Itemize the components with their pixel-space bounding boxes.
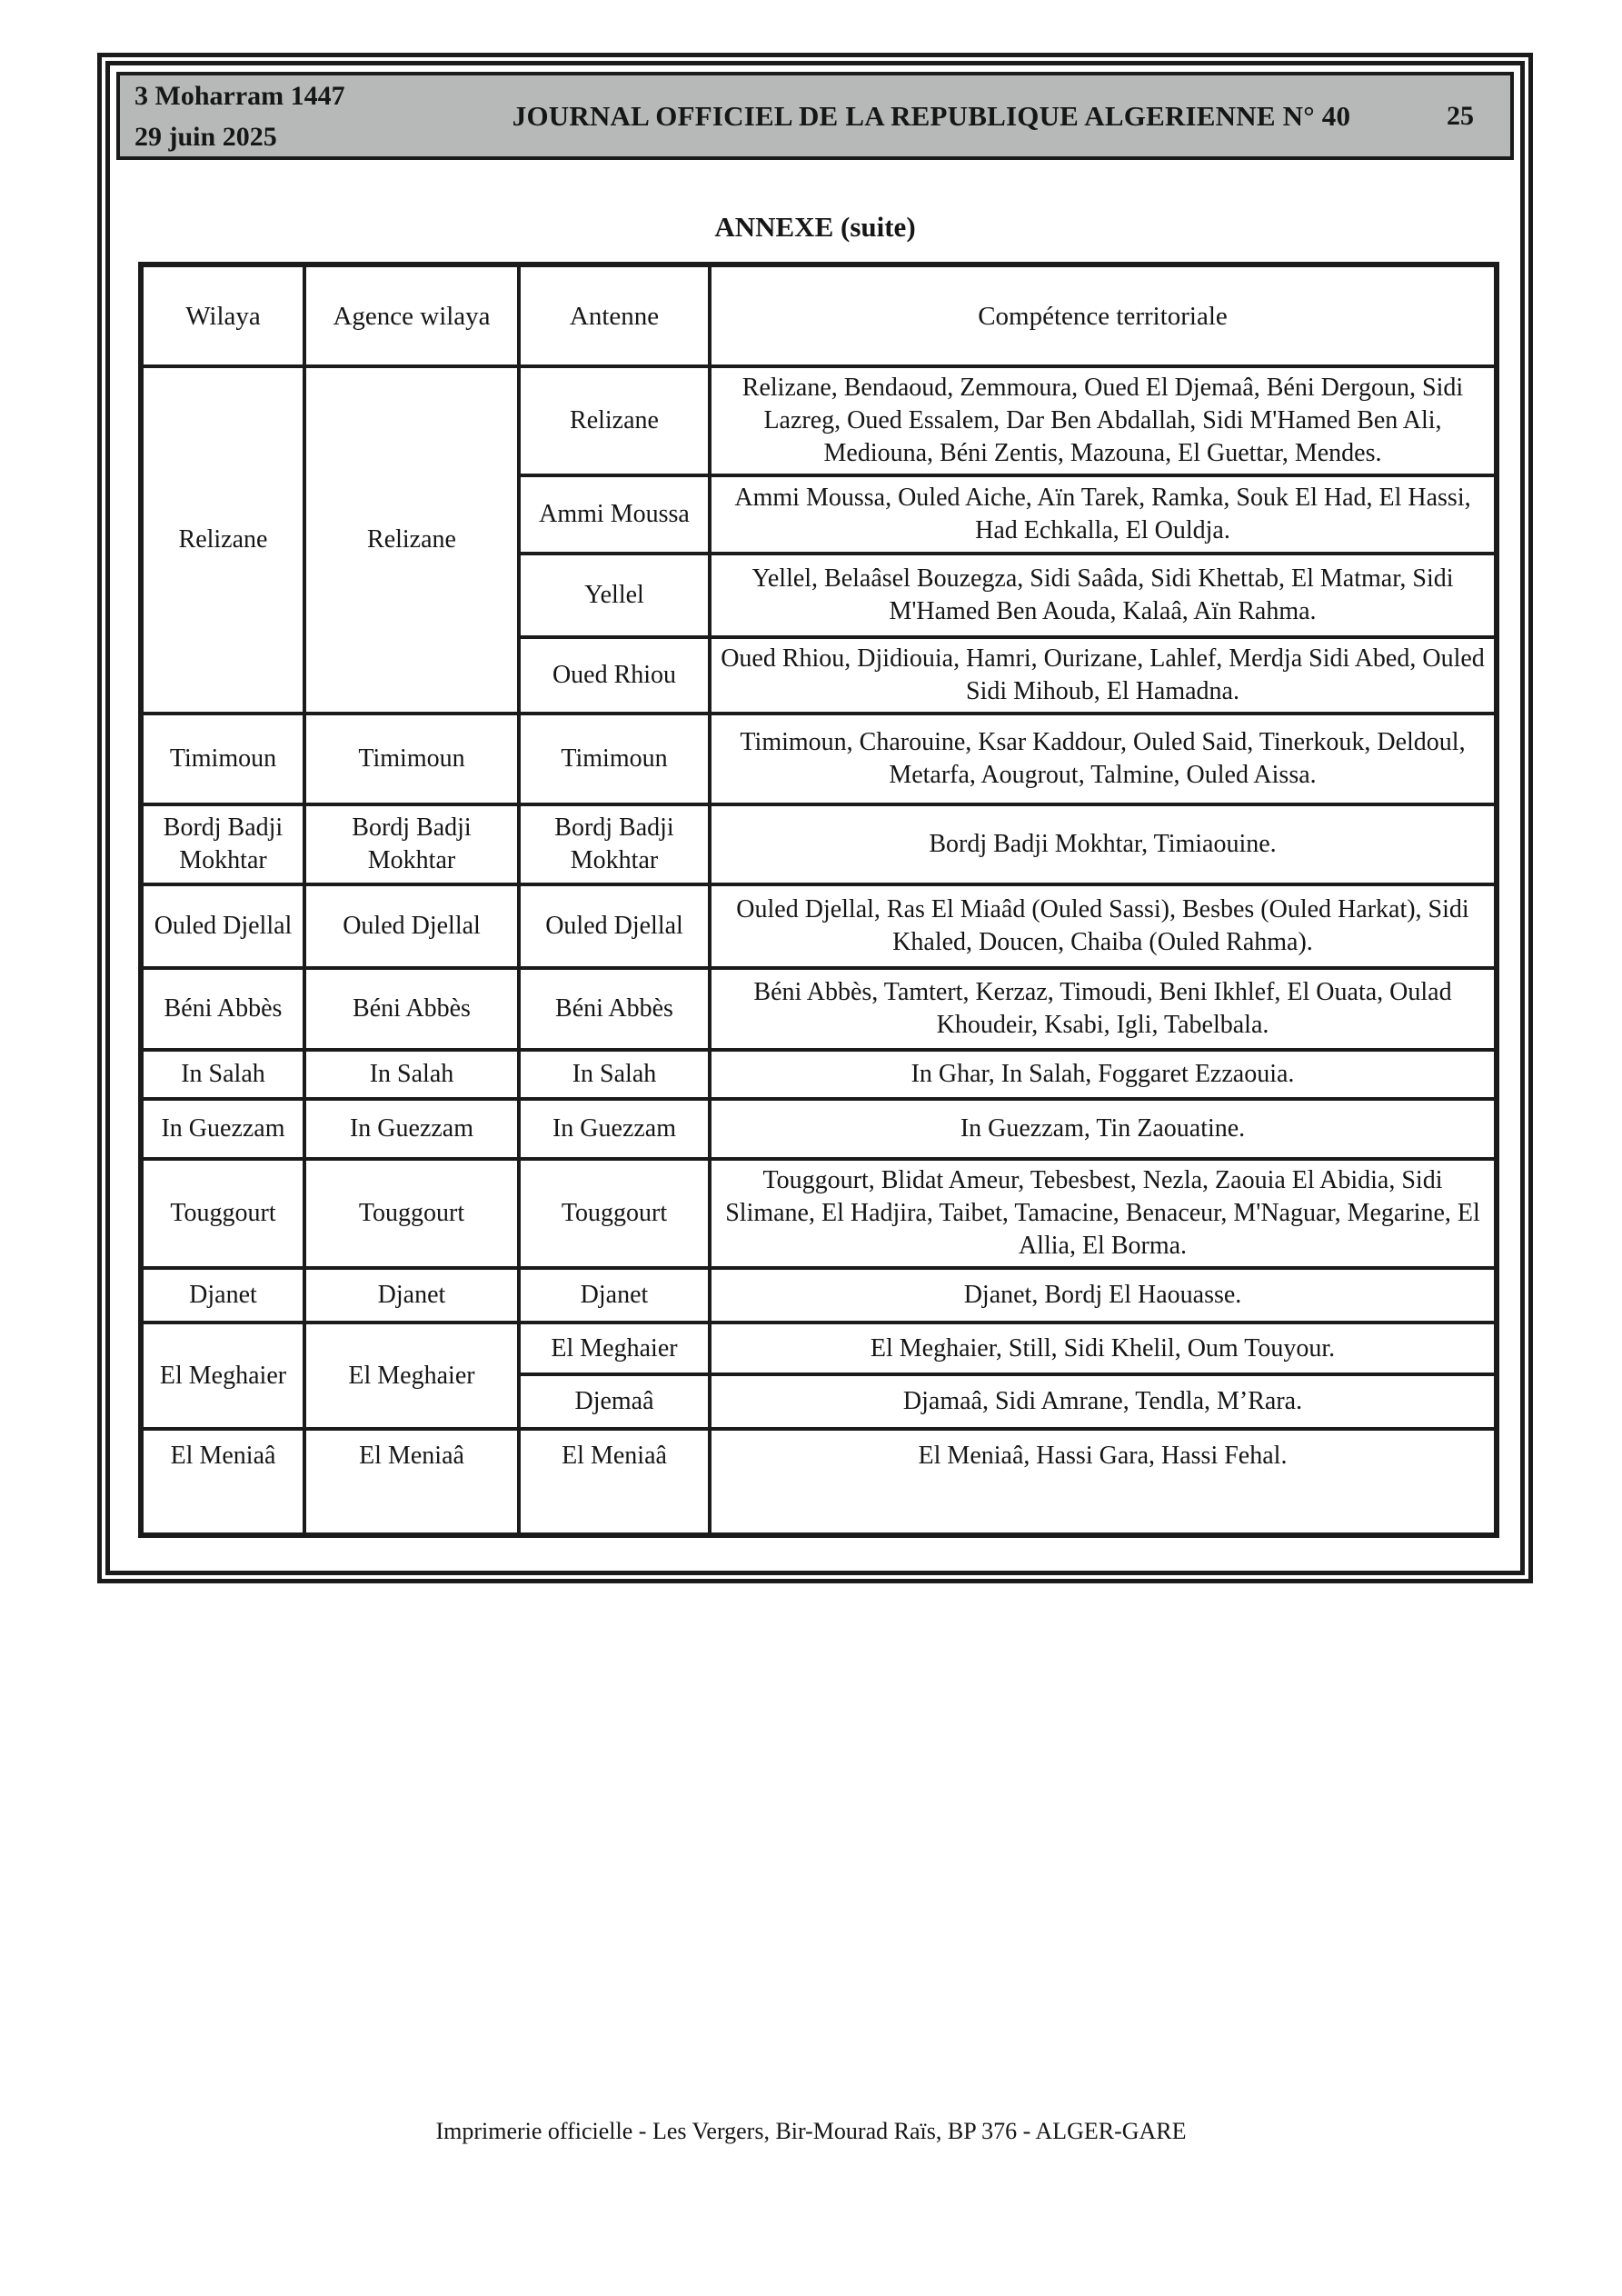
competence-cell: Béni Abbès, Tamtert, Kerzaz, Timoudi, Beni Ikhlef, El Ouata, Oulad Khoudeir, Ksabi, Igli, Tabelbala. xyxy=(710,968,1497,1050)
competence-cell: In Guezzam, Tin Zaouatine. xyxy=(710,1099,1497,1159)
antenne-cell: Djanet xyxy=(519,1268,710,1323)
column-header-antenne: Antenne xyxy=(519,265,710,366)
antenne-cell: Yellel xyxy=(519,554,710,637)
date-gregorian: 29 juin 2025 xyxy=(134,121,277,152)
antenne-cell: Bordj Badji Mokhtar xyxy=(519,804,710,884)
wilaya-cell: El Meghaier xyxy=(141,1323,304,1429)
competence-cell: Bordj Badji Mokhtar, Timiaouine. xyxy=(710,804,1497,884)
agence-cell: Ouled Djellal xyxy=(304,884,519,968)
table-row xyxy=(141,1159,1497,1268)
wilaya-cell: Relizane xyxy=(141,366,304,714)
competence-cell: In Ghar, In Salah, Foggaret Ezzaouia. xyxy=(710,1050,1497,1099)
table-row xyxy=(141,968,1497,1050)
competence-cell: Ouled Djellal, Ras El Miaâd (Ouled Sassi), Besbes (Ouled Harkat), Sidi Khaled, Doucen, Chaiba (Ouled Rahma). xyxy=(710,884,1497,968)
table-row xyxy=(141,1099,1497,1159)
table-row xyxy=(141,714,1497,804)
competence-cell: Touggourt, Blidat Ameur, Tebesbest, Nezla, Zaouia El Abidia, Sidi Slimane, El Hadjira, Taibet, Tamacine, Benaceur, M'Naguar, Megarine, El Allia, El Borma. xyxy=(710,1159,1497,1268)
agence-cell: Timimoun xyxy=(304,714,519,804)
competence-cell: Yellel, Belaâsel Bouzegza, Sidi Saâda, Sidi Khettab, El Matmar, Sidi M'Hamed Ben Aouda, Kalaâ, Aïn Rahma. xyxy=(710,554,1497,637)
agence-cell: In Salah xyxy=(304,1050,519,1099)
antenne-cell: In Guezzam xyxy=(519,1099,710,1159)
masthead-dates xyxy=(120,75,453,157)
table-row xyxy=(141,804,1497,884)
competence-cell: Djamaâ, Sidi Amrane, Tendla, M’Rara. xyxy=(710,1374,1497,1429)
imprint-footer: Imprimerie officielle - Les Vergers, Bir-Mourad Raïs, BP 376 - ALGER-GARE xyxy=(435,2118,1187,2144)
table-row xyxy=(141,1268,1497,1323)
competence-cell: El Meniaâ, Hassi Gara, Hassi Fehal. xyxy=(710,1429,1497,1535)
agence-cell: Relizane xyxy=(304,366,519,714)
column-header-agence: Agence wilaya xyxy=(304,265,519,366)
wilaya-cell: El Meniaâ xyxy=(141,1429,304,1535)
antenne-cell: Ammi Moussa xyxy=(519,475,710,554)
agence-cell: Béni Abbès xyxy=(304,968,519,1050)
agence-cell: In Guezzam xyxy=(304,1099,519,1159)
antenne-cell: Relizane xyxy=(519,366,710,475)
annex-table xyxy=(138,262,1499,1538)
competence-cell: Oued Rhiou, Djidiouia, Hamri, Ourizane, Lahlef, Merdja Sidi Abed, Ouled Sidi Mihoub, El Hamadna. xyxy=(710,637,1497,714)
table-row xyxy=(141,884,1497,968)
date-hijri: 3 Moharram 1447 xyxy=(134,80,345,111)
antenne-cell: Touggourt xyxy=(519,1159,710,1268)
antenne-cell: El Meniaâ xyxy=(519,1429,710,1535)
antenne-cell: Oued Rhiou xyxy=(519,637,710,714)
competence-cell: Ammi Moussa, Ouled Aiche, Aïn Tarek, Ramka, Souk El Had, El Hassi, Had Echkalla, El Ouldja. xyxy=(710,475,1497,554)
wilaya-cell: Djanet xyxy=(141,1268,304,1323)
table-header-row xyxy=(141,265,1497,366)
table-row xyxy=(141,1429,1497,1535)
wilaya-cell: Touggourt xyxy=(141,1159,304,1268)
wilaya-cell: Timimoun xyxy=(141,714,304,804)
antenne-cell: Béni Abbès xyxy=(519,968,710,1050)
journal-title: JOURNAL OFFICIEL DE LA REPUBLIQUE ALGERIENNE N° 40 xyxy=(512,99,1351,132)
page-number: 25 xyxy=(1447,100,1474,131)
masthead xyxy=(116,72,1514,160)
agence-cell: Bordj Badji Mokhtar xyxy=(304,804,519,884)
antenne-cell: El Meghaier xyxy=(519,1323,710,1374)
antenne-cell: In Salah xyxy=(519,1050,710,1099)
wilaya-cell: Ouled Djellal xyxy=(141,884,304,968)
antenne-cell: Djemaâ xyxy=(519,1374,710,1429)
competence-cell: Djanet, Bordj El Haouasse. xyxy=(710,1268,1497,1323)
column-header-competence: Compétence territoriale xyxy=(710,265,1497,366)
column-header-wilaya: Wilaya xyxy=(141,265,304,366)
wilaya-cell: Bordj Badji Mokhtar xyxy=(141,804,304,884)
agence-cell: Touggourt xyxy=(304,1159,519,1268)
wilaya-cell: In Salah xyxy=(141,1050,304,1099)
agence-cell: El Meniaâ xyxy=(304,1429,519,1535)
antenne-cell: Ouled Djellal xyxy=(519,884,710,968)
competence-cell: Relizane, Bendaoud, Zemmoura, Oued El Djemaâ, Béni Dergoun, Sidi Lazreg, Oued Essalem, Dar Ben Abdallah, Sidi M'Hamed Ben Ali, Mediouna, Béni Zentis, Mazouna, El Guettar, Mendes. xyxy=(710,366,1497,475)
antenne-cell: Timimoun xyxy=(519,714,710,804)
table-row xyxy=(141,1323,1497,1374)
page-border-frame-inner xyxy=(105,61,1525,1575)
agence-cell: Djanet xyxy=(304,1268,519,1323)
page-border-frame xyxy=(97,53,1533,1583)
annexe-title: ANNEXE (suite) xyxy=(714,211,916,243)
table-row xyxy=(141,1050,1497,1099)
competence-cell: El Meghaier, Still, Sidi Khelil, Oum Touyour. xyxy=(710,1323,1497,1374)
agence-cell: El Meghaier xyxy=(304,1323,519,1429)
wilaya-cell: In Guezzam xyxy=(141,1099,304,1159)
competence-cell: Timimoun, Charouine, Ksar Kaddour, Ouled Said, Tinerkouk, Deldoul, Metarfa, Aougrout, Talmine, Ouled Aissa. xyxy=(710,714,1497,804)
table-row xyxy=(141,366,1497,475)
wilaya-cell: Béni Abbès xyxy=(141,968,304,1050)
